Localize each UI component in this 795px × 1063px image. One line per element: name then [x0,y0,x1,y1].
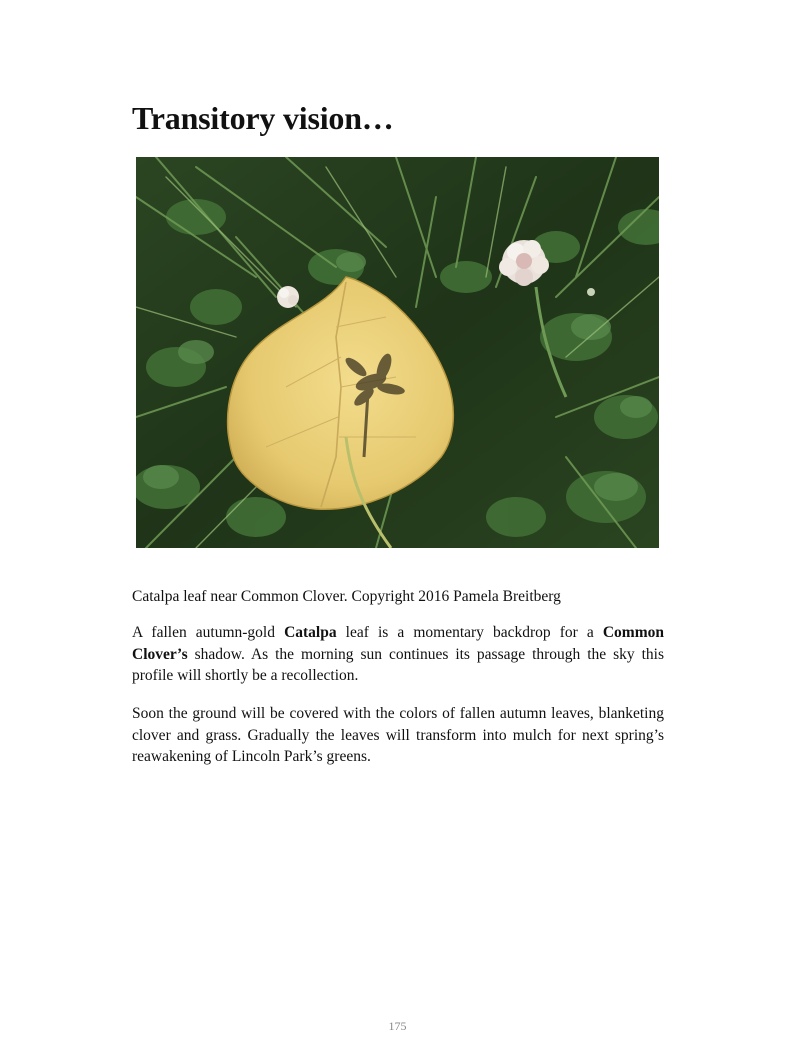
paragraph-2: Soon the ground will be covered with the colors of fallen autumn leaves, blanketing clover and grass. Gradually the leaves will transform into mulch for next spring’s reawakening of Lincoln Park’s greens. [132,705,664,765]
clover-flower-small [277,286,299,308]
common-clover-bold: Common Clover’s [132,624,664,663]
page-number: 175 [388,1019,407,1033]
catalpa-leaf-photo [136,157,659,548]
page-title: Transitory vision… [132,100,394,136]
photo-caption: Catalpa leaf near Common Clover. Copyright 2016 Pamela Breitberg [132,588,561,605]
paragraph-1-text-a: A fallen autumn-gold [132,624,285,641]
paragraph-1-text-b: leaf is a momentary backdrop for a [336,624,603,641]
photo-illustration [136,157,659,548]
catalpa-bold: Catalpa [284,624,337,641]
paragraph-1 [132,622,664,687]
paragraph-1-text-c: shadow. As the morning sun continues its passage through the sky this profile will shortly be a recollection. [132,645,664,684]
